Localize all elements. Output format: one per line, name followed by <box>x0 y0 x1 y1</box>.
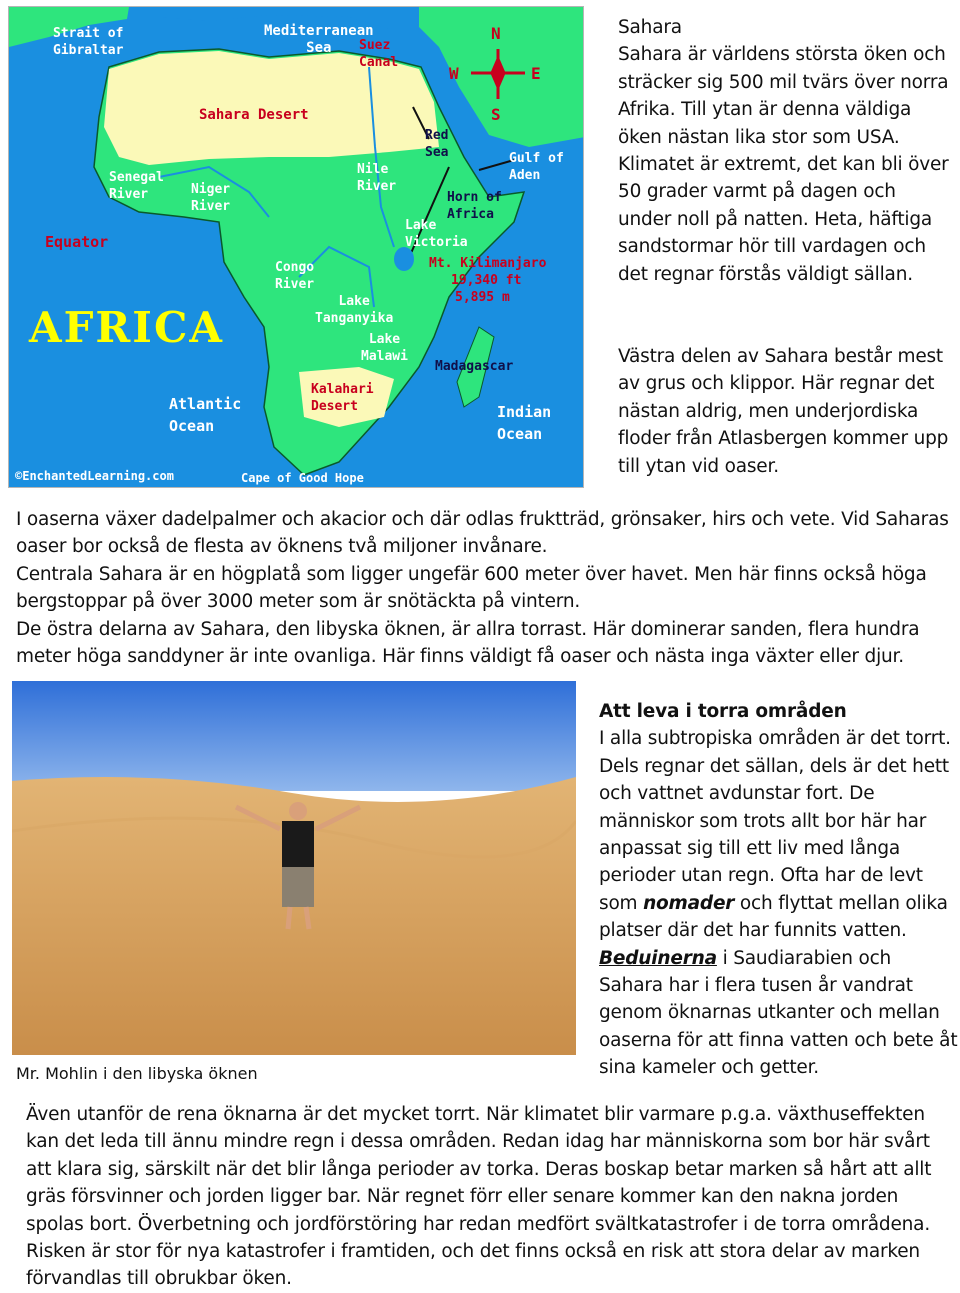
compass-south: S <box>491 105 501 124</box>
sahara-intro: Sahara är världens största öken och sträcker sig 500 mil tvärs över norra Afrika. Till ytan är denna väldiga öken nästan lika stor som USA. Klimatet är extremt, det kan bli över 50 grader varmt på dagen och under noll på natten. Heta, häftiga sandstormar hör till vardagen och det regnar förstås väldigt sällan. <box>618 44 949 285</box>
indian-ocean-label: Indian Ocean <box>497 403 552 443</box>
atlantic-ocean-label: Atlantic Ocean <box>169 395 242 435</box>
dry-text-part-3: i Saudiarabien och Sahara har i flera tusen år vandrat genom öknarnas utkanter och mellan oaserna för att finna vatten och bete åt sina kameler och getter. <box>599 947 958 1079</box>
suez-canal-label: Suez Canal <box>359 38 399 70</box>
compass-west: W <box>449 64 459 83</box>
sahara-west-text: Västra delen av Sahara består mest av grus och klippor. Här regnar det nästan aldrig, men underjordiska floder från Atlasbergen kommer upp till ytan vid oaser. <box>618 346 949 477</box>
dry-text-part-2: och flyttat mellan olika platser där det har funnits vatten. <box>599 892 948 942</box>
kilimanjaro-label: Mt. Kilimanjaro 19,340 ft 5,895 m <box>429 256 547 305</box>
oases-paragraph: I oaserna växer dadelpalmer och akacior och där odlas fruktträd, grönsaker, hirs och vete. Vid Saharas oaser bor också de flesta av öknens två miljoner invånare. <box>16 509 949 558</box>
lake-malawi-label: Lake Malawi <box>361 332 408 364</box>
congo-river-label: Congo River <box>275 260 315 292</box>
sahara-section <box>618 14 954 288</box>
photo-caption: Mr. Mohlin i den libyska öknen <box>16 1064 258 1083</box>
dry-regions-heading: Att leva i torra områden <box>599 701 847 722</box>
eastern-sahara-paragraph: De östra delarna av Sahara, den libyska öknen, är allra torrast. Här dominerar sanden, flera hundra meter höga sanddyner är inte ovanliga. Här finns väldigt få oaser och nästa inga växter eller djur. <box>16 618 920 668</box>
sahara-desert-label: Sahara Desert <box>199 107 309 123</box>
horn-of-africa-label: Horn of Africa <box>447 190 502 222</box>
photo-sky <box>12 681 576 791</box>
closing-paragraph: Även utanför de rena öknarna är det mycket torrt. När klimatet blir varmare p.g.a. växthuseffekten kan det leda till ännu mindre regn i dessa områden. Redan idag har människorna som bor här svårt att klara sig, särskilt när det blir långa perioder av torka. Deras boskap betar marken så hårt att allt gräs försvinner och jorden ligger bar. När regnet förr eller senare kommer kan den nakna jorden spolas bort. Överbetning och jordförstöring har redan medfört svältkatastrofer i de torra områdena. Risken är stor för nya katastrofer i framtiden, och det finns också en risk att stora delar av marken förvandlas till obrukbar öken. <box>26 1104 932 1290</box>
madagascar-label: Madagascar <box>435 359 514 374</box>
africa-map <box>8 6 584 488</box>
closing-section <box>26 1101 954 1293</box>
gulf-of-aden-label: Gulf of Aden <box>509 151 564 183</box>
beduins-text <box>599 945 959 1082</box>
sahara-heading: Sahara <box>618 17 682 38</box>
senegal-river-label: Senegal River <box>109 170 164 202</box>
africa-title-label: AFRICA <box>29 303 224 352</box>
niger-river-label: Niger River <box>191 182 231 214</box>
cape-of-good-hope-label: Cape of Good Hope <box>241 471 364 485</box>
kalahari-desert-label: Kalahari Desert <box>311 382 374 414</box>
mediterranean-sea-label: Mediterranean Sea <box>264 23 374 56</box>
lake-tanganyika-label: Lake Tanganyika <box>315 294 394 326</box>
lake-victoria-label: Lake Victoria <box>405 218 468 250</box>
desert-photo-svg <box>12 681 576 1055</box>
compass-north: N <box>491 24 501 43</box>
desert-photo <box>12 681 576 1055</box>
red-sea-label: Red Sea <box>425 128 449 160</box>
sahara-west-section <box>618 343 954 480</box>
nomader-term: nomader <box>643 892 735 914</box>
equator-label: Equator <box>45 233 109 251</box>
compass-east: E <box>531 64 541 83</box>
body-paragraphs <box>16 506 958 670</box>
dry-regions-text <box>599 725 959 944</box>
copyright-label: ©EnchantedLearning.com <box>15 469 174 483</box>
dry-text-part-1: I alla subtropiska områden är det torrt. Dels regnar det sällan, dels är det hett och vattnet avdunstar fort. De människor som trots allt bor här har anpassat sig till ett liv med långa perioder utan regn. Ofta har de levt som <box>599 728 951 914</box>
strait-of-gibraltar-label: Strait of Gibraltar <box>53 26 124 58</box>
central-sahara-paragraph: Centrala Sahara är en högplatå som ligger ungefär 600 meter över havet. Men här finns också höga bergstoppar på över 3000 meter som är snötäckta på vintern. <box>16 563 927 613</box>
beduinerna-term: Beduinerna <box>599 947 717 969</box>
dry-regions-section <box>599 698 959 1082</box>
nile-river-label: Nile River <box>357 162 397 194</box>
